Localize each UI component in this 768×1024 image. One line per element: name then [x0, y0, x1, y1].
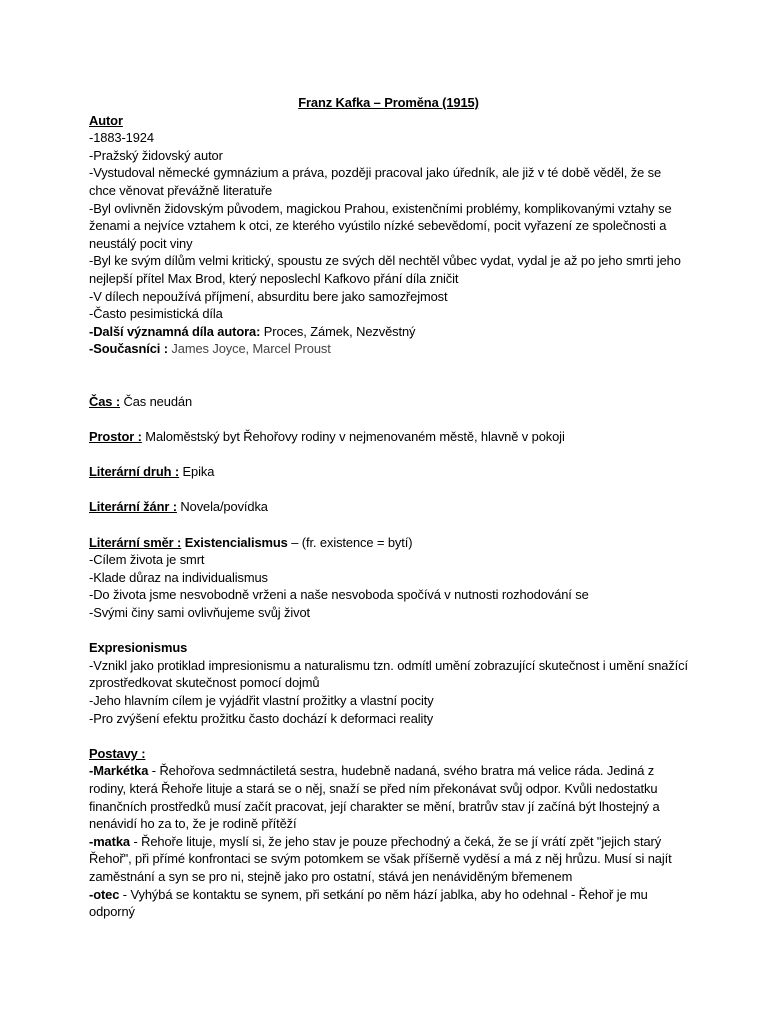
literarni-druh [89, 463, 688, 481]
literarni-smer-label: Literární směr : [89, 534, 182, 550]
postavy-heading: Postavy : [89, 745, 146, 761]
soucasnici-value: James Joyce, Marcel Proust [167, 341, 331, 357]
literarni-zanr-label: Literární žánr : [89, 499, 177, 515]
expresionismus-line: -Pro zvýšení efektu prožitku často dochází k deformaci reality [89, 710, 434, 726]
prostor [89, 428, 688, 446]
postava-item [89, 762, 688, 832]
smer-line: -Do života jsme nesvobodně vrženi a naše nesvoboda spočívá v nutnosti rozhodování se [89, 587, 589, 603]
expresionismus-line: -Jeho hlavním cílem je vyjádřit vlastní prožitky a vlastní pocity [89, 693, 434, 708]
soucasnici-label: -Současníci : [89, 341, 168, 357]
expresionismus-line: -Vznikl jako protiklad impresionismu a naturalismu tzn. odmítl umění zobrazující skutečnost i umění snažící zprostředkovat skutečnost pomocí dojmů [89, 657, 688, 691]
autor-line: -1883-1924 [89, 130, 154, 146]
soucasnici [89, 340, 688, 358]
autor-line: -Pražský židovský autor [89, 147, 223, 163]
autor-line: -V dílech nepoužívá příjmení, absurditu bere jako samozřejmost [89, 288, 448, 304]
literarni-zanr [89, 498, 688, 516]
smer-line: -Svými činy sami ovlivňujeme svůj život [89, 605, 311, 621]
postava-item [89, 886, 688, 921]
dalsi-dila-value: Proces, Zámek, Nezvěstný [260, 323, 416, 339]
postava-name: -matka [89, 833, 130, 849]
literarni-smer [89, 534, 688, 552]
autor-line: -Vystudoval německé gymnázium a práva, později pracoval jako úředník, ale již v té době věděl, že se chce věnovat převážně literatuře [89, 165, 662, 198]
literarni-zanr-value: Novela/povídka [176, 499, 268, 515]
document-title: Franz Kafka – Proměna (1915) [298, 95, 479, 110]
cas-label: Čas : [89, 393, 121, 409]
postava-text: - Řehoře lituje, myslí si, že jeho stav je pouze přechodný a čeká, že se jí vrátí zpět "jejich starý Řehoř", při přímé konfrontaci se svým potomkem se však příšerně vyděsí a má z něj hrůzu. Musí si najít zaměstnání a syn se pro ni, stejně jako pro ostatní, stává jen nenáviděným břemenem [89, 833, 672, 884]
postava-text: - Vyhýbá se kontaktu se synem, při setkání po něm hází jablka, aby ho odehnal - Řehoř je mu odporný [89, 886, 648, 920]
autor-line: -Často pesimistická díla [89, 306, 223, 322]
literarni-druh-value: Epika [179, 464, 215, 480]
prostor-label: Prostor : [89, 429, 142, 445]
prostor-value: Maloměstský byt Řehořovy rodiny v nejmenovaném městě, hlavně v pokoji [141, 429, 565, 445]
literarni-smer-note: – (fr. existence = bytí) [287, 534, 413, 550]
postava-item [89, 833, 688, 886]
smer-line: -Klade důraz na individualismus [89, 569, 268, 585]
literarni-druh-label: Literární druh : [89, 464, 180, 480]
cas-value: Čas neudán [120, 393, 193, 409]
autor-heading: Autor [89, 112, 123, 128]
autor-line: -Byl ovlivněn židovským původem, magickou Prahou, existenčními problémy, komplikovanými vztahy se ženami a nejvíce vztahem k otci, ze kterého vyústilo nízké sebevědomí, pocit vyřazení ze společnosti a neustálý pocit viny [89, 200, 672, 251]
postava-text: - Řehořova sedmnáctiletá sestra, hudebně nadaná, svého bratra má velice ráda. Jediná z rodiny, která Řehoře lituje a stará se o něj, snaží se před ním překonávat svůj odpor. Kvůli nedostatku finančních prostředků musí začít pracovat, její charakter se mění, bratrův stav jí začíná být lhostejný a nenávidí ho za to, že je rodině přítěží [89, 763, 660, 832]
dalsi-dila-label: -Další významná díla autora: [89, 323, 261, 339]
expresionismus-heading: Expresionismus [89, 640, 188, 656]
autor-line: -Byl ke svým dílům velmi kritický, spoustu ze svých děl nechtěl vůbec vydat, vydal je až po jeho smrti jeho nejlepší přítel Max Brod, který neposlechl Kafkovo přání díla zničit [89, 253, 681, 286]
dalsi-dila [89, 323, 688, 341]
postava-name: -otec [89, 886, 120, 902]
cas [89, 393, 688, 411]
postava-name: -Markétka [89, 763, 149, 779]
literarni-smer-value: Existencialismus [181, 534, 288, 550]
smer-line: -Cílem života je smrt [89, 552, 205, 568]
